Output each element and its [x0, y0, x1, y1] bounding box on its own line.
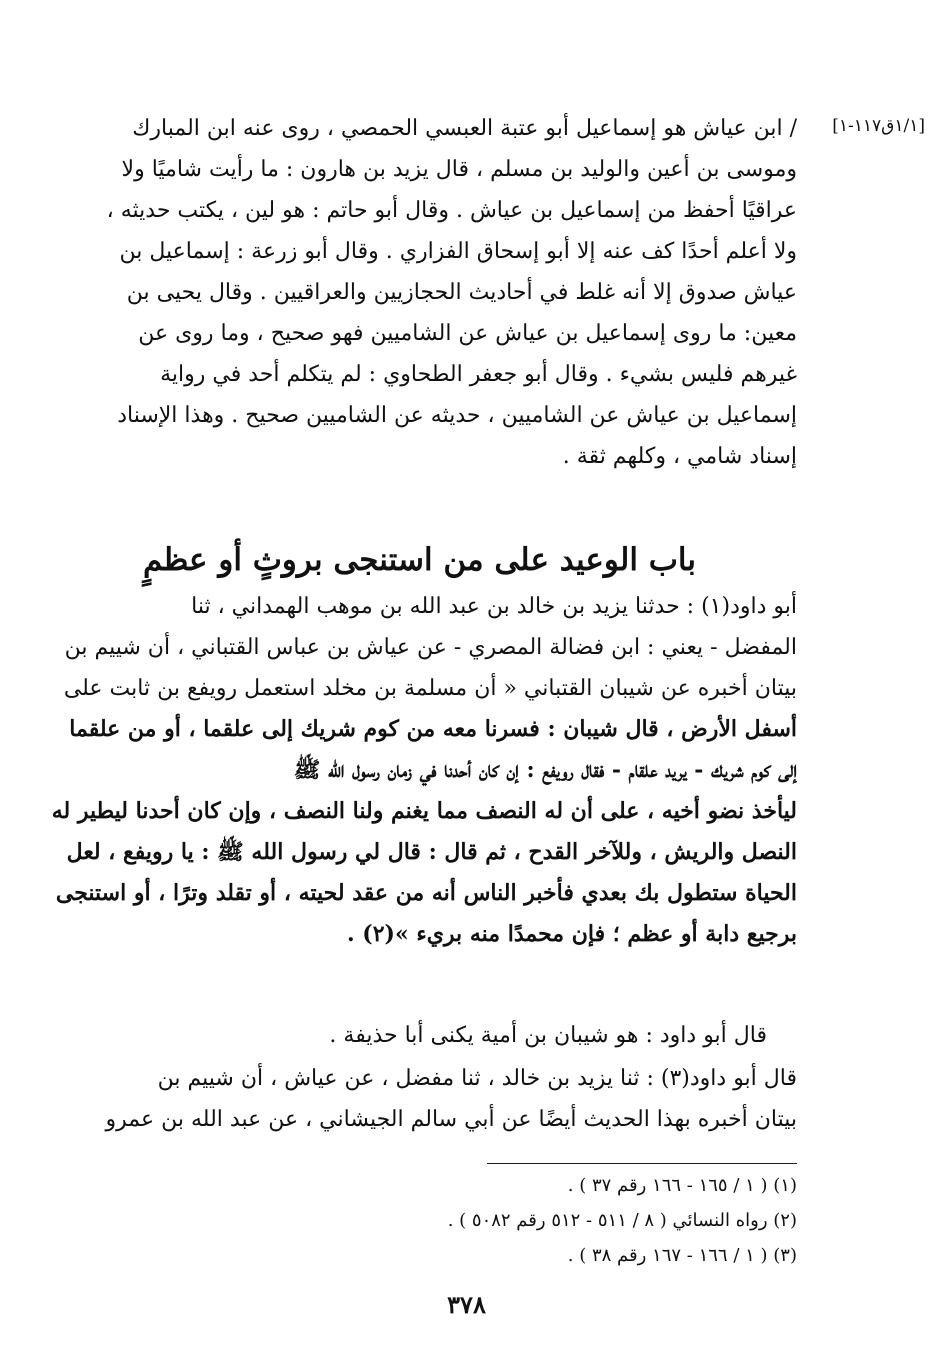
- matn-line: برجيع دابة أو عظم ؛ فإن محمدًا منه بريء »(٢) .: [346, 921, 797, 947]
- matn-line: أسفل الأرض ، قال شيبان : فسرنا معه من كوم شريك إلى علقما ، أو من علقما: [69, 716, 797, 742]
- isnad-line: أبو داود(١) : حدثنا يزيد بن خالد بن عبد الله بن موهب الهمداني ، ثنا: [191, 594, 797, 619]
- matn-line: النصل والريش ، وللآخر القدح ، ثم قال : قال لي رسول الله ﷺ : يا رويفع ، لعل: [66, 839, 797, 865]
- text-line: ولا أعلم أحدًا كف عنه إلا أبو إسحاق الفزاري . وقال أبو زرعة : إسماعيل بن: [119, 239, 797, 264]
- footnotes: [42, 1168, 797, 1273]
- chapter-heading: باب الوعيد على من استنجى بروثٍ أو عظمٍ: [143, 542, 696, 578]
- text-line: إسماعيل بن عياش عن الشاميين ، حديثه عن الشاميين صحيح . وهذا الإسناد: [117, 403, 797, 428]
- text-line: / ابن عياش هو إسماعيل أبو عتبة العبسي الحمصي ، روى عنه ابن المبارك: [132, 116, 797, 141]
- text-line: إسناد شامي ، وكلهم ثقة .: [562, 444, 797, 469]
- footnote: (٢) رواه النسائي ( ٨ / ٥١١ - ٥١٢ رقم ٥٠٨٢ ) .: [447, 1210, 797, 1231]
- page-number: ٣٧٨: [447, 1290, 486, 1319]
- text-line: قال أبو داود(٣) : ثنا يزيد بن خالد ، ثنا مفضل ، عن عياش ، أن شييم بن: [157, 1066, 797, 1091]
- footnote-divider: [487, 1163, 797, 1164]
- text-line: وموسى بن أعين والوليد بن مسلم ، قال يزيد بن هارون : ما رأيت شاميًا ولا: [121, 157, 797, 182]
- text-line: بيتان أخبره بهذا الحديث أيضًا عن أبي سالم الجيشاني ، عن عبد الله بن عمرو: [105, 1107, 797, 1132]
- matn-line: ليأخذ نضو أخيه ، على أن له النصف مما يغنم ولنا النصف ، وإن كان أحدنا ليطير له: [51, 798, 797, 824]
- footnote: (١) ( ١ / ١٦٥ - ١٦٦ رقم ٣٧ ) .: [567, 1175, 797, 1196]
- narrator-commentary-paragraph: [42, 108, 797, 477]
- isnad-line: بيتان أخبره عن شيبان القتباني « أن مسلمة بن مخلد استعمل رويفع بن ثابت على: [63, 676, 797, 701]
- matn-line: الحياة ستطول بك بعدي فأخبر الناس أنه من عقد لحيته ، أو تقلد وترًا ، أو استنجى: [55, 880, 797, 906]
- matn-line: إلى كوم شريك - يريد علقام - فقال رويفع : إن كان أحدنا في زمان رسول الله ﷺ: [293, 757, 797, 783]
- text-line: عراقيًا أحفظ من إسماعيل بن عياش . وقال أبو حاتم : هو لين ، يكتب حديثه ،: [106, 198, 797, 223]
- abu-dawud-comment: قال أبو داود : هو شيبان بن أمية يكنى أبا حذيفة .: [329, 1023, 767, 1048]
- footnote: (٣) ( ١ / ١٦٦ - ١٦٧ رقم ٣٨ ) .: [567, 1245, 797, 1266]
- text-line: معين: ما روى إسماعيل بن عياش عن الشاميين فهو صحيح ، وما روى عن: [138, 321, 797, 346]
- text-line: غيرهم فليس بشيء . وقال أبو جعفر الطحاوي : لم يتكلم أحد في رواية: [160, 362, 797, 387]
- manuscript-margin-reference: [١/١ق١١٧-١]: [832, 116, 925, 136]
- hadith-paragraph: [42, 586, 797, 955]
- text-line: عياش صدوق إلا أنه غلط في أحاديث الحجازيين والعراقيين . وقال يحيى بن: [126, 280, 797, 305]
- second-chain-paragraph: [42, 1058, 797, 1140]
- isnad-line: المفضل - يعني : ابن فضالة المصري - عن عياش بن عباس القتباني ، أن شييم بن: [64, 635, 797, 660]
